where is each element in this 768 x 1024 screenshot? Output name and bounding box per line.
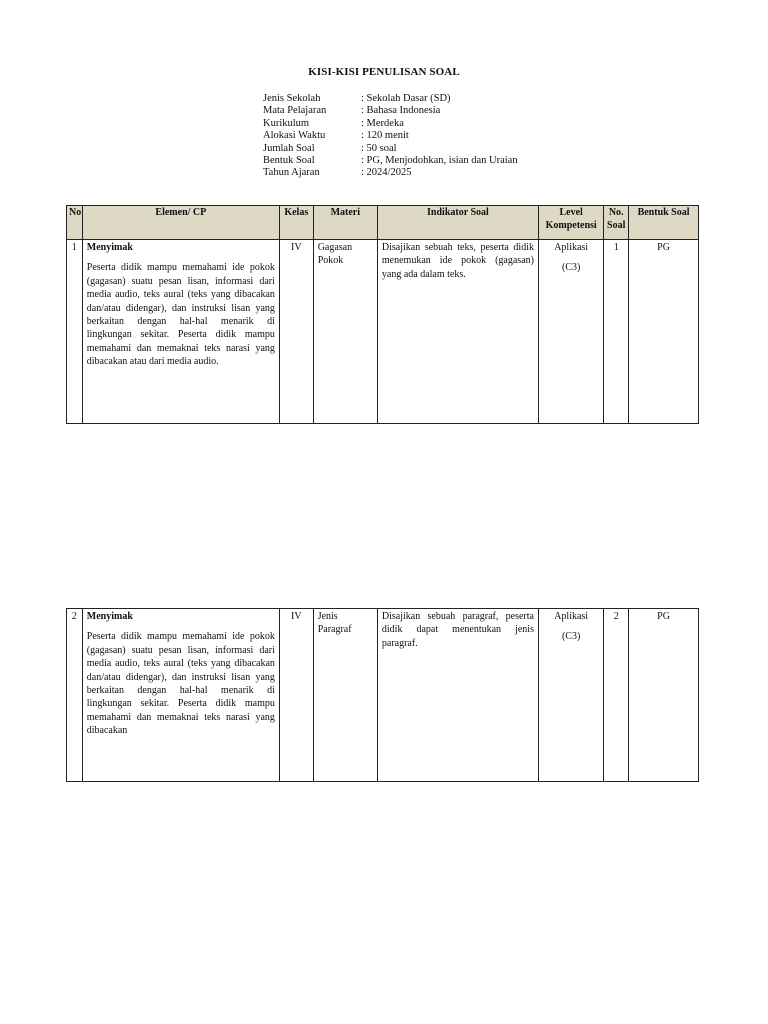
- cell-no: 2: [67, 609, 83, 782]
- cell-bentuk: PG: [629, 240, 699, 424]
- cell-elemen: [82, 240, 279, 424]
- table-row: [67, 609, 699, 782]
- meta-label: Bentuk Soal: [263, 155, 315, 167]
- meta-value: : PG, Menjodohkan, isian dan Uraian: [361, 155, 518, 167]
- header-indikator: Indikator Soal: [377, 206, 538, 240]
- cell-indikator: Disajikan sebuah teks, peserta didik menemukan ide pokok (gagasan) yang ada dalam teks.: [377, 240, 538, 424]
- elemen-title: Menyimak: [86, 242, 133, 253]
- header-no: No: [67, 206, 83, 240]
- level-code: (C3): [561, 631, 581, 643]
- elemen-text: Peserta didik mampu memahami ide pokok (gagasan) suatu pesan lisan, informasi dari media audio, teks aural (teks yang dibacakan dan/atau didengar), dan instruksi lisan yang berkaitan dengan hal-hal menarik di lingkungan sekitar. Peserta didik mampu memahami dan memaknai teks narasi yang dibacakan: [86, 631, 275, 737]
- meta-label: Jumlah Soal: [263, 142, 315, 154]
- cell-no-soal: 2: [604, 609, 629, 782]
- meta-row-kurikulum: [263, 118, 518, 130]
- cell-level: [538, 240, 603, 424]
- cell-kelas: IV: [279, 240, 313, 424]
- meta-value: : Bahasa Indonesia: [361, 105, 441, 117]
- meta-row-bentuk-soal: [263, 155, 518, 167]
- cell-no-soal: 1: [604, 240, 629, 424]
- header-elemen: Elemen/ CP: [82, 206, 279, 240]
- header-kelas: Kelas: [279, 206, 313, 240]
- meta-row-jumlah-soal: [263, 143, 518, 155]
- cell-materi: Gagasan Pokok: [313, 240, 377, 424]
- document-meta: [263, 93, 518, 180]
- meta-label: Kurikulum: [263, 117, 310, 129]
- meta-label: Tahun Ajaran: [263, 167, 320, 179]
- elemen-title: Menyimak: [86, 611, 133, 622]
- header-no-soal: No. Soal: [604, 206, 629, 240]
- level-name: Aplikasi: [554, 611, 589, 622]
- table-header-row: [67, 206, 699, 240]
- meta-label: Mata Pelajaran: [263, 105, 327, 117]
- header-level: Level Kompetensi: [538, 206, 603, 240]
- document-title: KISI-KISI PENULISAN SOAL: [308, 66, 460, 78]
- cell-materi: Jenis Paragraf: [313, 609, 377, 782]
- meta-row-tahun-ajaran: [263, 167, 518, 179]
- kisi-kisi-table-continued: [66, 608, 699, 782]
- meta-value: : Merdeka: [361, 117, 404, 129]
- meta-row-alokasi-waktu: [263, 130, 518, 142]
- cell-indikator: Disajikan sebuah paragraf, peserta didik dapat menentukan jenis paragraf.: [377, 609, 538, 782]
- elemen-text: Peserta didik mampu memahami ide pokok (gagasan) suatu pesan lisan, informasi dari media audio, teks aural (teks yang dibacakan dan/atau didengar), dan instruksi lisan yang berkaitan dengan hal-hal menarik di lingkungan sekitar. Peserta didik mampu memahami dan memaknai teks narasi yang dibacakan atau dari media audio.: [86, 262, 275, 368]
- level-code: (C3): [561, 262, 581, 274]
- header-bentuk: Bentuk Soal: [629, 206, 699, 240]
- cell-bentuk: PG: [629, 609, 699, 782]
- meta-row-jenis-sekolah: [263, 93, 518, 105]
- header-materi: Materi: [313, 206, 377, 240]
- meta-value: : 120 menit: [361, 130, 409, 142]
- meta-value: : 2024/2025: [361, 167, 412, 179]
- meta-value: : Sekolah Dasar (SD): [361, 93, 451, 104]
- level-name: Aplikasi: [554, 242, 589, 253]
- table-row: [67, 240, 699, 424]
- cell-no: 1: [67, 240, 83, 424]
- cell-kelas: IV: [279, 609, 313, 782]
- meta-label: Jenis Sekolah: [263, 93, 321, 104]
- cell-level: [538, 609, 603, 782]
- cell-elemen: [82, 609, 279, 782]
- meta-label: Alokasi Waktu: [263, 130, 326, 142]
- meta-value: : 50 soal: [361, 142, 397, 154]
- meta-row-mata-pelajaran: [263, 105, 518, 117]
- kisi-kisi-table: [66, 205, 699, 424]
